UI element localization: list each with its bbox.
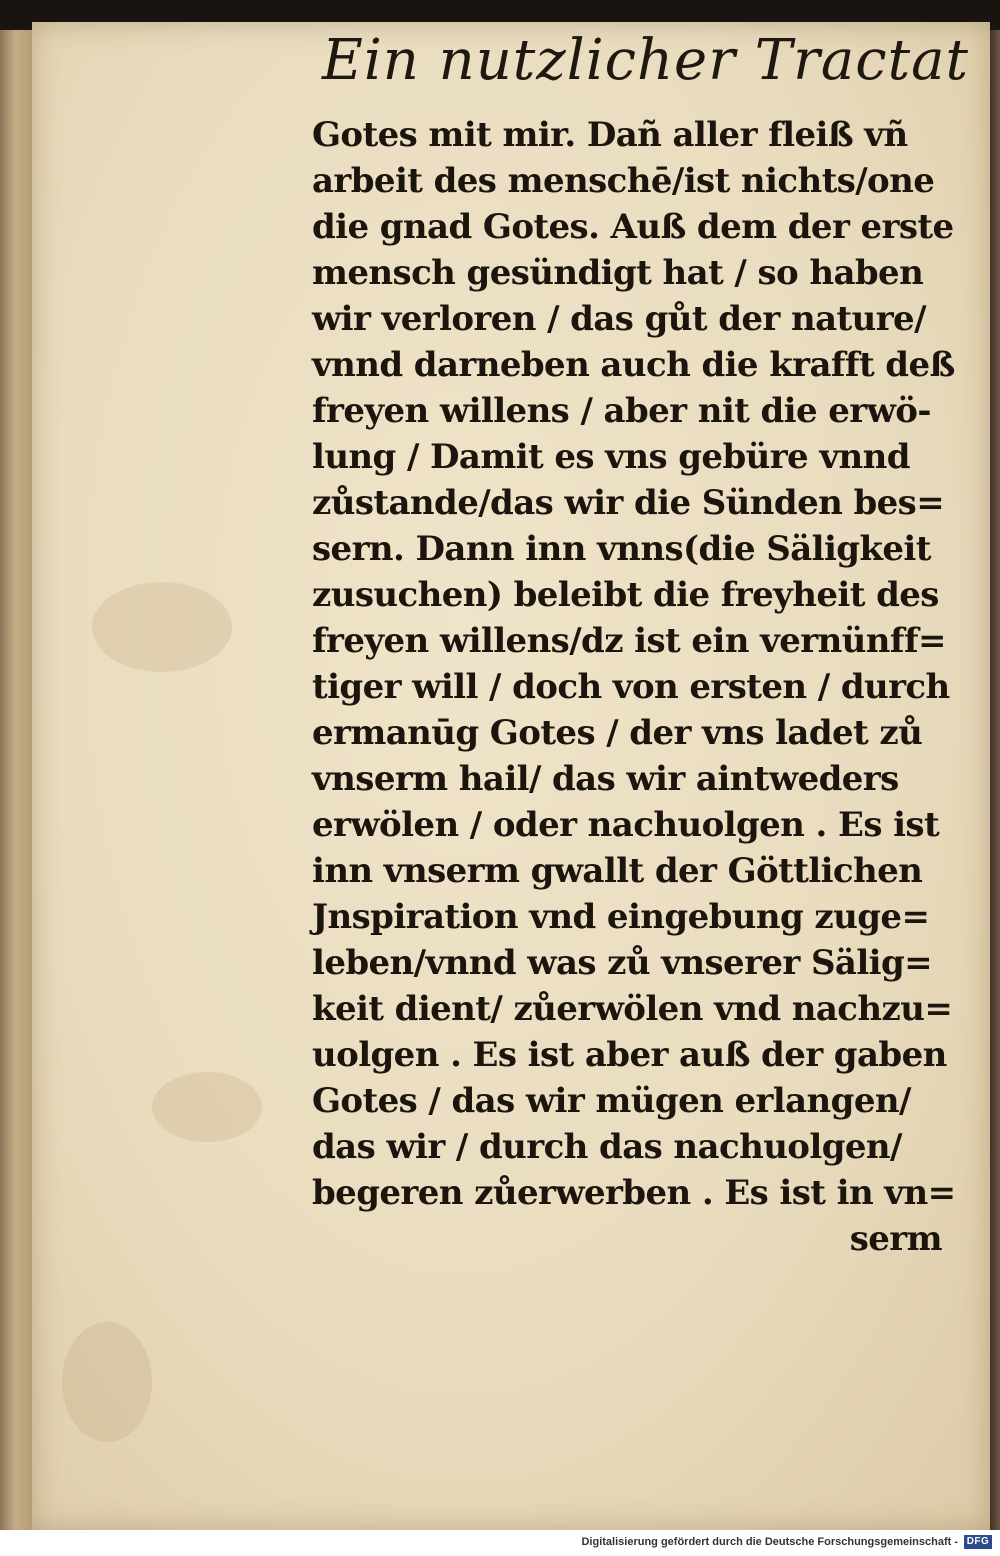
text-line: mensch gesündigt hat / so haben	[312, 253, 924, 293]
text-line: keit dient/ zůerwölen vnd nachzu=	[312, 989, 953, 1029]
text-line: das wir / durch das nachuolgen/	[312, 1127, 902, 1167]
text-line: zůstande/das wir die Sünden bes=	[312, 483, 945, 523]
text-line: leben/vnnd was zů vnserer Sälig=	[312, 943, 933, 983]
text-line: wir verloren / das gůt der nature/	[312, 299, 926, 339]
dfg-logo: DFG	[964, 1535, 992, 1549]
text-line: Gotes mit mir. Dañ aller fleiß vñ	[312, 115, 908, 155]
text-line: tiger will / doch von ersten / durch	[312, 667, 950, 707]
text-line: inn vnserm gwallt der Göttlichen	[312, 851, 923, 891]
catchword: serm	[849, 1219, 942, 1259]
paper-stain	[92, 582, 232, 672]
text-line: freyen willens / aber nit die erwö-	[312, 391, 931, 431]
text-line: begeren zůerwerben . Es ist in vn=	[312, 1173, 956, 1213]
text-line: vnserm hail/ das wir aintweders	[312, 759, 899, 799]
text-line: ermanūg Gotes / der vns ladet zů	[312, 713, 923, 753]
text-line: uolgen . Es ist aber auß der gaben	[312, 1035, 947, 1075]
text-line: zusuchen) beleibt die freyheit des	[312, 575, 939, 615]
text-line: lung / Damit es vns gebüre vnnd	[312, 437, 910, 477]
text-line: sern. Dann inn vnns(die Säligkeit	[312, 529, 931, 569]
text-line: freyen willens/dz ist ein vernünff=	[312, 621, 946, 661]
funding-credit: Digitalisierung gefördert durch die Deutsche Forschungsgemeinschaft -	[581, 1536, 958, 1548]
paper-stain	[152, 1072, 262, 1142]
text-block	[312, 112, 972, 1262]
text-line: arbeit des menschē/ist nichts/one	[312, 161, 935, 201]
text-line: die gnad Gotes. Auß dem der erste	[312, 207, 954, 247]
text-line: vnnd darneben auch die krafft deß	[312, 345, 955, 385]
paper-stain	[62, 1322, 152, 1442]
text-line: Jnspiration vnd eingebung zuge=	[312, 897, 930, 937]
book-spine-edge	[0, 30, 34, 1530]
footer-bar	[0, 1530, 1000, 1556]
text-line: erwölen / oder nachuolgen . Es ist	[312, 805, 940, 845]
running-head: Ein nutzlicher Tractat	[322, 28, 970, 93]
text-line: Gotes / das wir mügen erlangen/	[312, 1081, 911, 1121]
